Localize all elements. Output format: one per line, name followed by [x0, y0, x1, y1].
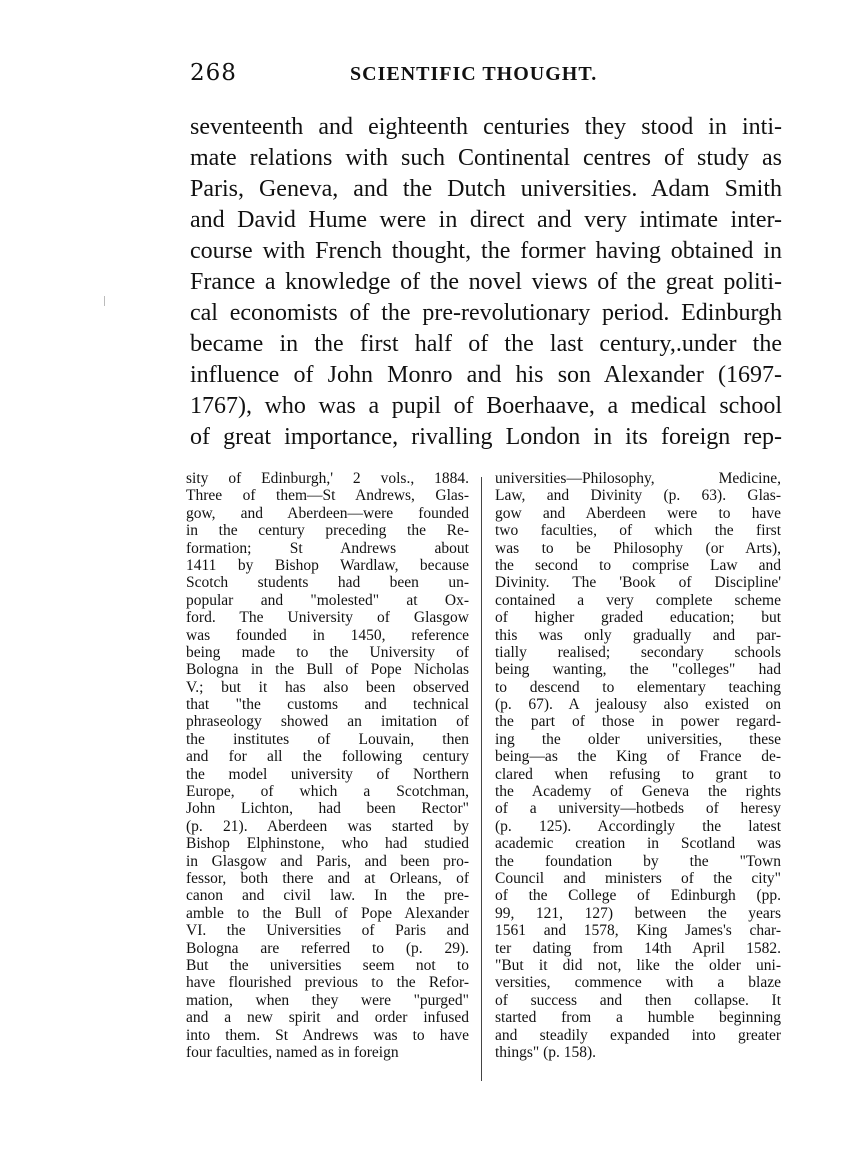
- footnote-line: the institutes of Louvain, then: [186, 730, 469, 748]
- footnote-line: the Academy of Geneva the rights: [495, 783, 781, 801]
- footnote-line: versities, commence with a blaze: [495, 974, 781, 992]
- margin-mark: [104, 296, 105, 306]
- footnote-line: mation, when they were "purged": [186, 991, 469, 1009]
- footnote-line: in the century preceding the Re-: [186, 522, 469, 540]
- footnote-line: academic creation in Scotland was: [495, 835, 781, 853]
- footnote-line: have flourished previous to the Refor-: [186, 974, 469, 992]
- footnote-line: Three of them—St Andrews, Glas-: [186, 487, 469, 505]
- page-number: 268: [190, 60, 237, 86]
- footnote-line: things" (p. 158).: [495, 1043, 597, 1061]
- footnote-line: in Glasgow and Paris, and been pro-: [186, 852, 469, 870]
- body-text-line: France a knowledge of the novel views of the great politi-: [190, 269, 782, 295]
- footnote-line: formation; St Andrews about: [186, 539, 469, 557]
- footnote-line: started from a humble beginning: [495, 1009, 781, 1027]
- body-text-line: and David Hume were in direct and very intimate inter-: [190, 207, 782, 233]
- footnote-line: Law, and Divinity (p. 63). Glas-: [495, 487, 781, 505]
- footnote-line: Europe, of which a Scotchman,: [186, 783, 469, 801]
- running-title: SCIENTIFIC THOUGHT.: [350, 63, 598, 85]
- footnote-line: two faculties, of which the first: [495, 522, 781, 540]
- footnote-line: ford. The University of Glasgow: [186, 609, 469, 627]
- footnote-line: was founded in 1450, reference: [186, 626, 469, 644]
- footnote-line: the model university of Northern: [186, 765, 469, 783]
- footnote-line: ing the older universities, these: [495, 730, 781, 748]
- body-text-line: cal economists of the pre-revolutionary period. Edinburgh: [190, 300, 782, 326]
- footnote-line: the second to comprise Law and: [495, 556, 781, 574]
- footnote-line: popular and "molested" at Ox-: [186, 591, 469, 609]
- footnote-line: But the universities seem not to: [186, 956, 469, 974]
- footnote-line: Council and ministers of the city": [495, 869, 781, 887]
- footnote-line: phraseology showed an imitation of: [186, 713, 469, 731]
- footnote-column-left: [186, 470, 469, 1061]
- running-head: [190, 60, 780, 90]
- main-text-block: [190, 112, 782, 453]
- footnote-line: 99, 121, 127) between the years: [495, 904, 781, 922]
- footnote-line: tially realised; secondary schools: [495, 643, 781, 661]
- body-text-line: became in the first half of the last century,.under the: [190, 331, 782, 357]
- body-text-line: mate relations with such Continental centres of study as: [190, 145, 782, 171]
- footnote-line: was to be Philosophy (or Arts),: [495, 539, 781, 557]
- footnote-line: this was only gradually and par-: [495, 626, 781, 644]
- footnote-line: 1411 by Bishop Wardlaw, because: [186, 556, 469, 574]
- footnote-line: that "the customs and technical: [186, 696, 469, 714]
- footnote-line: to descend to elementary teaching: [495, 678, 781, 696]
- body-text-line: of great importance, rivalling London in its foreign rep-: [190, 424, 782, 450]
- body-text-line: 1767), who was a pupil of Boerhaave, a medical school: [190, 393, 782, 419]
- footnote-column-right: [495, 470, 781, 1061]
- footnote-line: 1561 and 1578, King James's char-: [495, 922, 781, 940]
- footnote-line: universities—Philosophy, Medicine,: [495, 470, 781, 487]
- footnote-line: gow and Aberdeen were to have: [495, 504, 781, 522]
- footnote-line: four faculties, named as in foreign: [186, 1043, 399, 1061]
- footnote-line: Scotch students had been un-: [186, 574, 469, 592]
- footnote-line: VI. the Universities of Paris and: [186, 922, 469, 940]
- footnote-line: gow, and Aberdeen—were founded: [186, 504, 469, 522]
- footnote-line: of success and then collapse. It: [495, 991, 781, 1009]
- footnote-line: being—as the King of France de-: [495, 748, 781, 766]
- footnote-line: of higher graded education; but: [495, 609, 781, 627]
- footnote-line: Bologna are referred to (p. 29).: [186, 939, 469, 957]
- footnote-line: being wanting, the "colleges" had: [495, 661, 781, 679]
- footnote-line: ter dating from 14th April 1582.: [495, 939, 781, 957]
- footnote-line: V.; but it has also been observed: [186, 678, 469, 696]
- footnote-line: canon and civil law. In the pre-: [186, 887, 469, 905]
- body-text-line: Paris, Geneva, and the Dutch universities. Adam Smith: [190, 176, 782, 202]
- footnote-line: and for all the following century: [186, 748, 469, 766]
- footnote-line: fessor, both there and at Orleans, of: [186, 869, 469, 887]
- footnote-line: sity of Edinburgh,' 2 vols., 1884.: [186, 470, 469, 487]
- footnote-line: (p. 21). Aberdeen was started by: [186, 817, 469, 835]
- footnote-line: contained a very complete scheme: [495, 591, 781, 609]
- body-text-line: course with French thought, the former having obtained in: [190, 238, 782, 264]
- footnote-line: "But it did not, like the older uni-: [495, 956, 781, 974]
- column-divider: [481, 477, 482, 1081]
- footnote-line: (p. 67). A jealousy also existed on: [495, 696, 781, 714]
- footnote-line: of a university—hotbeds of heresy: [495, 800, 781, 818]
- footnote-line: (p. 125). Accordingly the latest: [495, 817, 781, 835]
- footnote-line: and steadily expanded into greater: [495, 1026, 781, 1044]
- footnote-line: Bishop Elphinstone, who had studied: [186, 835, 469, 853]
- footnote-line: into them. St Andrews was to have: [186, 1026, 469, 1044]
- footnote-line: and a new spirit and order infused: [186, 1009, 469, 1027]
- footnote-line: clared when refusing to grant to: [495, 765, 781, 783]
- footnote-line: amble to the Bull of Pope Alexander: [186, 904, 469, 922]
- body-text-line: seventeenth and eighteenth centuries they stood in inti-: [190, 114, 782, 140]
- footnote-line: being made to the University of: [186, 643, 469, 661]
- footnote-line: the foundation by the "Town: [495, 852, 781, 870]
- footnote-line: of the College of Edinburgh (pp.: [495, 887, 781, 905]
- footnote-line: the part of those in power regard-: [495, 713, 781, 731]
- footnote-line: Divinity. The 'Book of Discipline': [495, 574, 781, 592]
- footnote-line: John Lichton, had been Rector": [186, 800, 469, 818]
- footnote-line: Bologna in the Bull of Pope Nicholas: [186, 661, 469, 679]
- body-text-line: influence of John Monro and his son Alexander (1697-: [190, 362, 782, 388]
